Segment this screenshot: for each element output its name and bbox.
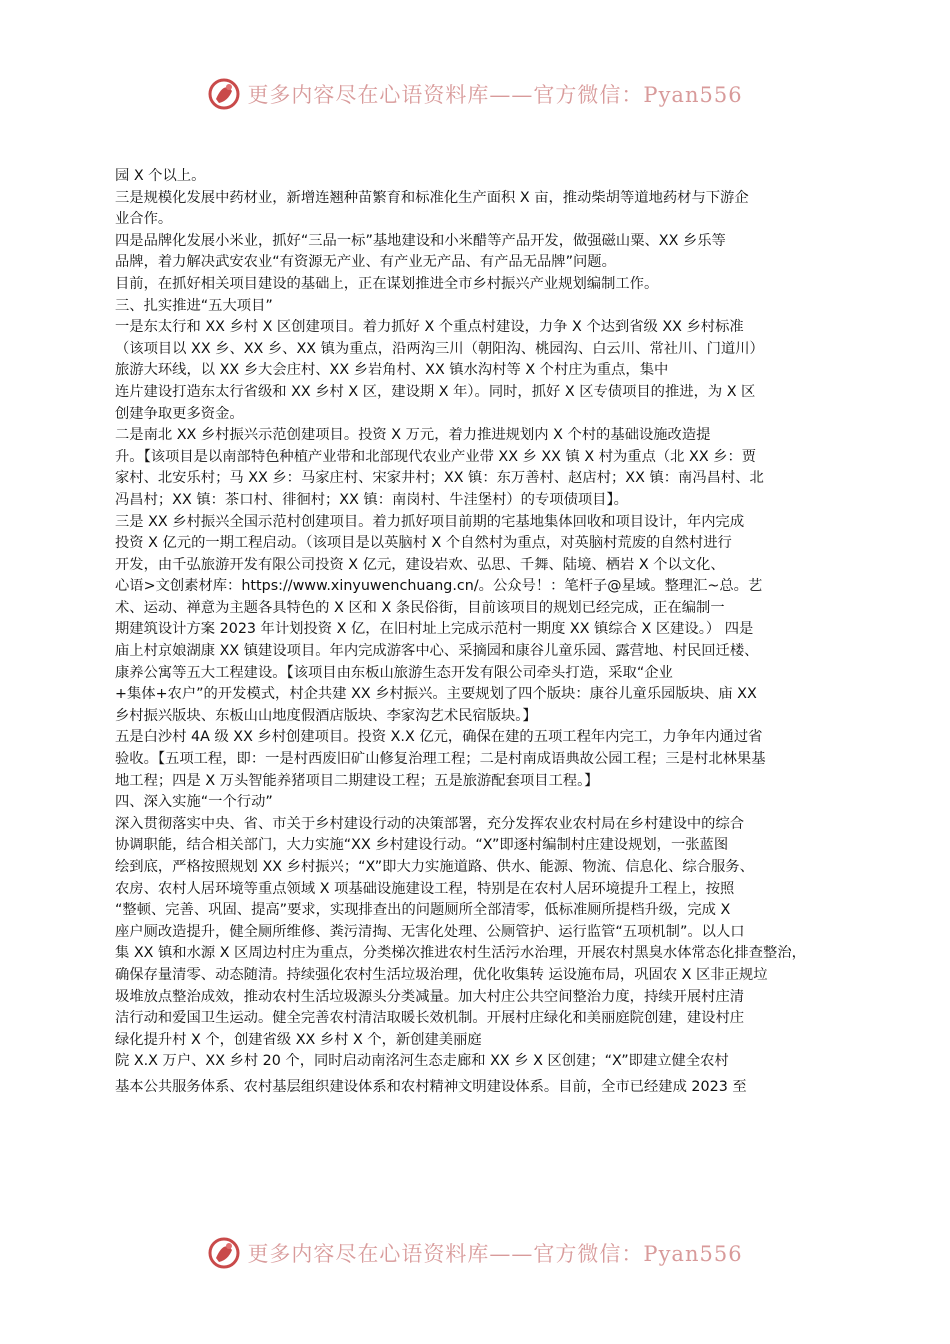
text-line: 目前，在抓好相关项目建设的基础上，正在谋划推进全市乡村振兴产业规划编制工作。 [115, 275, 659, 292]
text-line: （该项目以 XX 乡、XX 乡、XX 镇为重点，沿两沟三川（朝阳沟、桃园沟、白云川、常社川、门道川） [115, 340, 764, 357]
text-line: 集 XX 镇和水源 X 区周边村庄为重点，分类梯次推进农村生活污水治理，开展农村黑臭水体常态化排查整治， [115, 945, 806, 962]
text-line: 庙上村京娘湖康 XX 镇建设项目。年内完成游客中心、采摘园和康谷儿童乐园、露营地、村民回迁楼、 [115, 643, 759, 660]
text-line: 圾堆放点整治成效，推动农村生活垃圾源头分类减量。加大村庄公共空间整治力度，持续开展村庄清 [115, 988, 745, 1005]
text-line: 确保存量清零、动态随清。持续强化农村生活垃圾治理，优化收集转 运设施布局，巩固农 X 区非正规垃 [115, 966, 768, 983]
text-line: 三是 XX 乡村振兴全国示范村创建项目。着力抓好项目前期的宅基地集体回收和项目设计，年内完成 [115, 513, 745, 530]
text-line: 二是南北 XX 乡村振兴示范创建项目。投资 X 万元，着力推进规划内 X 个村的基础设施改造提 [115, 427, 711, 444]
text-line: 地工程；四是 X 万头智能养猪项目二期建设工程；五是旅游配套项目工程。】 [115, 772, 599, 789]
text-line: 一是东太行和 XX 乡村 X 区创建项目。着力抓好 X 个重点村建设，力争 X 个达到省级 XX 乡村标准 [115, 319, 744, 336]
text-line: 洁行动和爱国卫生运动。健全完善农村清洁取暖长效机制。开展村庄绿化和美丽庭院创建，建设村庄 [115, 1010, 745, 1027]
text-line: 旅游大环线，以 XX 乡大会庄村、XX 乡岩角村、XX 镇水沟村等 X 个村庄为重点，集中 [115, 362, 669, 379]
text-line: 期建筑设计方案 2023 年计划投资 X 亿，在旧村址上完成示范村一期度 XX 镇综合 X 区建设。） 四是 [115, 621, 754, 638]
text-line: 院 X.X 万户、XX 乡村 20 个，同时启动南洺河生态走廊和 XX 乡 X 区创建；“X”即建立健全农村 [115, 1053, 729, 1070]
text-line: 座户厕改造提升，健全厕所维修、粪污清掏、无害化处理、公厕管护、运行监管“五项机制”。以人口 [115, 923, 745, 940]
text-line: 连片建设打造东太行省级和 XX 乡村 X 区，建设期 X 年）。同时，抓好 X 区专债项目的推进，为 X 区 [115, 383, 756, 400]
footer-banner [0, 1233, 950, 1273]
text-line: 绘到底，严格按照规划 XX 乡村振兴；“X”即大力实施道路、供水、能源、物流、信息化、综合服务、 [115, 859, 754, 875]
text-line: 冯昌村；XX 镇：茶口村、徘徊村；XX 镇：南岗村、牛洼堡村）的专项债项目】。 [115, 491, 628, 508]
banner-text: 更多内容尽在心语资料库——官方微信：Pyan556 [247, 83, 743, 107]
text-line: 四是品牌化发展小米业，抓好“三品一标”基地建设和小米醋等产品开发，做强磁山粟、XX 乡乐等 [115, 232, 726, 249]
text-line: +集体+农户”的开发模式，村企共建 XX 乡村振兴。主要规划了四个版块：康谷儿童乐园版块、庙 XX [115, 686, 757, 703]
text-line: 五是白沙村 4A 级 XX 乡村创建项目。投资 X.X 亿元，确保在建的五项工程年内完工，力争年内通过省 [115, 729, 763, 746]
brand-logo-icon [207, 77, 241, 111]
text-line: 绿化提升村 X 个，创建省级 XX 乡村 X 个，新创建美丽庭 [115, 1031, 482, 1048]
text-line: 三是规模化发展中药材业，新增连翘种苗繁育和标准化生产面积 X 亩，推动柴胡等道地药材与下游企 [115, 189, 749, 206]
text-line: 乡村振兴版块、东板山山地度假酒店版块、李家沟艺术民宿版块。】 [115, 707, 537, 724]
text-line: 投资 X 亿元的一期工程启动。（该项目是以英脑村 X 个自然村为重点，对英脑村荒废的自然村进行 [115, 535, 732, 552]
text-line: 农房、农村人居环境等重点领域 X 项基础设施建设工程，特别是在农村人居环境提升工程上，按照 [115, 880, 735, 897]
brand-logo-icon [207, 1236, 241, 1270]
header-banner [0, 74, 950, 114]
text-line: 三、扎实推进“五大项目” [115, 297, 273, 314]
text-line: 业合作。 [115, 211, 173, 228]
text-line: 升。【该项目是以南部特色种植产业带和北部现代农业产业带 XX 乡 XX 镇 X 村为重点（北 XX 乡：贾 [115, 448, 757, 465]
text-line: 深入贯彻落实中央、省、市关于乡村建设行动的决策部署，充分发挥农业农村局在乡村建设中的综合 [115, 815, 745, 832]
text-line: 验收。【五项工程，即：一是村西废旧矿山修复治理工程；二是村南成语典故公园工程；三是村北林果基 [115, 751, 766, 768]
text-line: 品牌，着力解决武安农业“有资源无产业、有产业无产品、有产品无品牌”问题。 [115, 254, 616, 271]
text-line: 术、运动、禅意为主题各具特色的 X 区和 X 条民俗街，目前该项目的规划已经完成，正在编制一 [115, 599, 725, 616]
text-line: 康养公寓等五大工程建设。【该项目由东板山旅游生态开发有限公司牵头打造，采取“企业 [115, 664, 673, 681]
text-line: 家村、北安乐村；马 XX 乡：马家庄村、宋家井村；XX 镇：东万善村、赵店村；XX 镇：南冯昌村、北 [115, 470, 764, 487]
document-body [115, 166, 845, 1099]
text-line: 开发，由千弘旅游开发有限公司投资 X 亿元，建设岩欢、弘思、千舞、陆境、栖岩 X 个以文化、 [115, 556, 725, 573]
text-line: 四、深入实施“一个行动” [115, 794, 273, 811]
text-line: 园 X 个以上。 [115, 168, 206, 184]
text-line: “整顿、完善、巩固、提高”要求，实现排查出的问题厕所全部清零，低标准厕所提档升级，完成 X [115, 902, 731, 919]
text-line: 基本公共服务体系、农村基层组织建设体系和农村精神文明建设体系。目前，全市已经建成 2023 至 [115, 1078, 747, 1095]
text-line: 心语>文创素材库：https://www.xinyuwenchuang.cn/。公众号！：笔杆子@星域。整理汇~总。艺 [115, 578, 763, 595]
text-line: 协调职能，结合相关部门，大力实施“XX 乡村建设行动。“X”即逐村编制村庄建设规划，一张蓝图 [115, 837, 729, 854]
text-line: 创建争取更多资金。 [115, 405, 244, 422]
banner-text: 更多内容尽在心语资料库——官方微信：Pyan556 [247, 1242, 743, 1266]
